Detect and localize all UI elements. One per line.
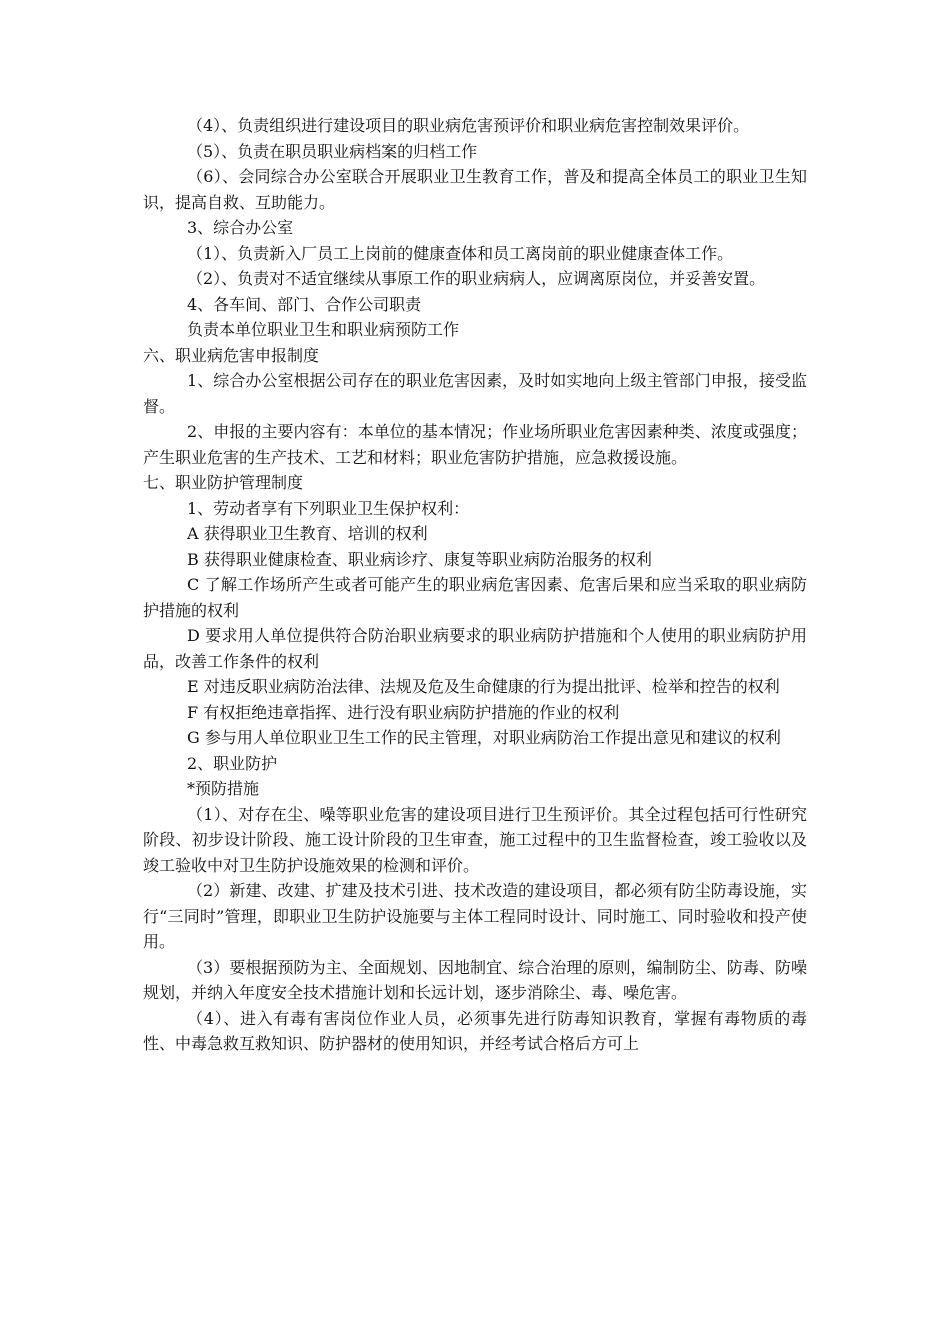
paragraph: 1、综合办公室根据公司存在的职业危害因素，及时如实地向上级主管部门申报，接受监督。 xyxy=(143,371,807,416)
rights-item: F 有权拒绝违章指挥、进行没有职业病防护措施的作业的权利 xyxy=(187,702,620,722)
section-subheading: 4、各车间、部门、合作公司职责 xyxy=(187,294,422,314)
paragraph: （1）、负责新入厂员工上岗前的健康查体和员工离岗前的职业健康查体工作。 xyxy=(187,243,734,263)
paragraph: （5）、负责在职员职业病档案的归档工作 xyxy=(187,141,478,161)
paragraph: （1）、对存在尘、噪等职业危害的建设项目进行卫生预评价。其全过程包括可行性研究阶段、初步设计阶段、施工设计阶段的卫生审查，施工过程中的卫生监督检查，竣工验收以及竣工验收中对卫生防护设施效果的检测和评价。 xyxy=(143,804,807,875)
rights-item: C 了解工作场所产生或者可能产生的职业病危害因素、危害后果和应当采取的职业病防护措施的权利 xyxy=(143,575,807,620)
section-subheading: 2、职业防护 xyxy=(187,753,278,773)
rights-item: A 获得职业卫生教育、培训的权利 xyxy=(187,524,428,543)
section-heading: 七、职业防护管理制度 xyxy=(143,473,304,492)
document-body xyxy=(143,113,807,1057)
paragraph: 负责本单位职业卫生和职业病预防工作 xyxy=(187,320,460,339)
rights-item: B 获得职业健康检查、职业病诊疗、康复等职业病防治服务的权利 xyxy=(187,549,652,569)
paragraph: （3）要根据预防为主、全面规划、因地制宜、综合治理的原则，编制防尘、防毒、防噪规划，并纳入年度安全技术措施计划和长远计划，逐步消除尘、毒、噪危害。 xyxy=(143,957,807,1002)
rights-item: D 要求用人单位提供符合防治职业病要求的职业病防护措施和个人使用的职业病防护用品，改善工作条件的权利 xyxy=(143,626,807,671)
section-subheading: *预防措施 xyxy=(187,779,260,798)
section-subheading: 3、综合办公室 xyxy=(187,218,294,237)
paragraph: （2）新建、改建、扩建及技术引进、技术改造的建设项目，都必须有防尘防毒设施，实行“三同时”管理，即职业卫生防护设施要与主体工程同时设计、同时施工、同时验收和投产使用。 xyxy=(143,881,807,951)
paragraph: （6）、会同综合办公室联合开展职业卫生教育工作，普及和提高全体员工的职业卫生知识，提高自救、互助能力。 xyxy=(143,167,807,212)
paragraph: （4）、负责组织进行建设项目的职业病危害预评价和职业病危害控制效果评价。 xyxy=(187,116,750,135)
paragraph: 1、劳动者享有下列职业卫生保护权利： xyxy=(187,498,470,518)
rights-item: E 对违反职业病防治法律、法规及危及生命健康的行为提出批评、检举和控告的权利 xyxy=(187,677,780,696)
paragraph: 2、申报的主要内容有：本单位的基本情况；作业场所职业危害因素种类、浓度或强度；产生职业危害的生产技术、工艺和材料；职业危害防护措施，应急救援设施。 xyxy=(143,422,807,467)
paragraph: （2）、负责对不适宜继续从事原工作的职业病病人，应调离原岗位，并妥善安置。 xyxy=(187,269,766,288)
paragraph: （4）、进入有毒有害岗位作业人员，必须事先进行防毒知识教育，掌握有毒物质的毒性、中毒急救互救知识、防护器材的使用知识，并经考试合格后方可上 xyxy=(143,1008,807,1053)
section-heading: 六、职业病危害申报制度 xyxy=(143,345,320,365)
rights-item: G 参与用人单位职业卫生工作的民主管理，对职业病防治工作提出意见和建议的权利 xyxy=(187,728,781,747)
